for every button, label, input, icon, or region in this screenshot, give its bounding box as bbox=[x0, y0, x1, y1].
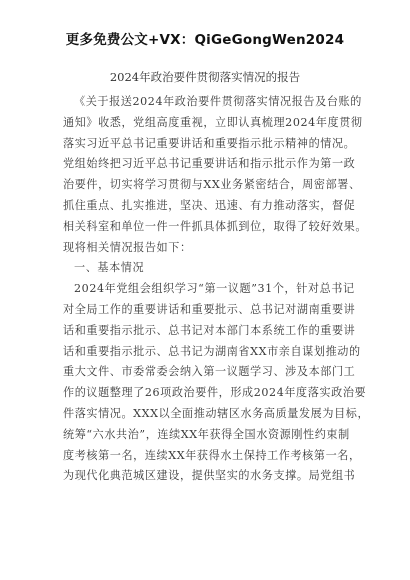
body-line: 对全局工作的重要讲话和重要批示、总书记对湖南重要讲 bbox=[63, 302, 356, 316]
body-line: 通知》收悉，党组高度重视，立即认真梳理2024年度贯彻 bbox=[63, 115, 363, 129]
body-line: 作的议题整理了26项政治要件，形成2024年度落实政治要 bbox=[63, 386, 367, 400]
body-line: 重大文件、市委常委会纳入第一议题学习、涉及本部门工 bbox=[63, 365, 356, 379]
body-line: 抓住重点、扎实推进，坚决、迅速、有力推动落实，督促 bbox=[63, 198, 356, 212]
body-line: 统筹“六水共治”，连续XX年获得全国水资源刚性约束制 bbox=[63, 427, 350, 441]
body-line: 落实习近平总书记重要讲话和重要指示批示精神的情况。 bbox=[63, 136, 356, 150]
promo-banner: 更多免费公文+VX：QiGeGongWen2024 bbox=[65, 32, 345, 48]
section-heading: 一、基本情况 bbox=[74, 261, 145, 275]
body-line: 话和重要指示批示、总书记对本部门本系统工作的重要讲 bbox=[63, 323, 356, 337]
body-line: 件落实情况。XXX以全面推动辖区水务高质量发展为目标， bbox=[63, 406, 370, 420]
report-title: 2024年政治要件贯彻落实情况的报告 bbox=[109, 70, 301, 84]
body-line: 为现代化典范城区建设，提供坚实的水务支撑。局党组书 bbox=[63, 469, 356, 483]
body-line: 党组始终把习近平总书记重要讲话和指示批示作为第一政 bbox=[63, 157, 356, 171]
body-line: 度考核第一名，连续XX年获得水土保持工作考核第一名， bbox=[63, 448, 361, 462]
body-line: 话和重要指示批示、总书记为湖南省XX市亲自谋划推动的 bbox=[63, 344, 361, 358]
body-line: 治要件，切实将学习贯彻与XX业务紧密结合，周密部署、 bbox=[63, 178, 361, 192]
body-line: 现将相关情况报告如下： bbox=[63, 240, 192, 254]
report-body bbox=[63, 92, 370, 487]
body-line: 《关于报送2024年政治要件贯彻落实情况报告及台账的 bbox=[74, 95, 362, 108]
body-line: 相关科室和单位一件一件抓具体抓到位，取得了较好效果。 bbox=[63, 219, 368, 233]
body-line: 2024年党组会组织学习“第一议题”31个，针对总书记 bbox=[74, 282, 355, 296]
